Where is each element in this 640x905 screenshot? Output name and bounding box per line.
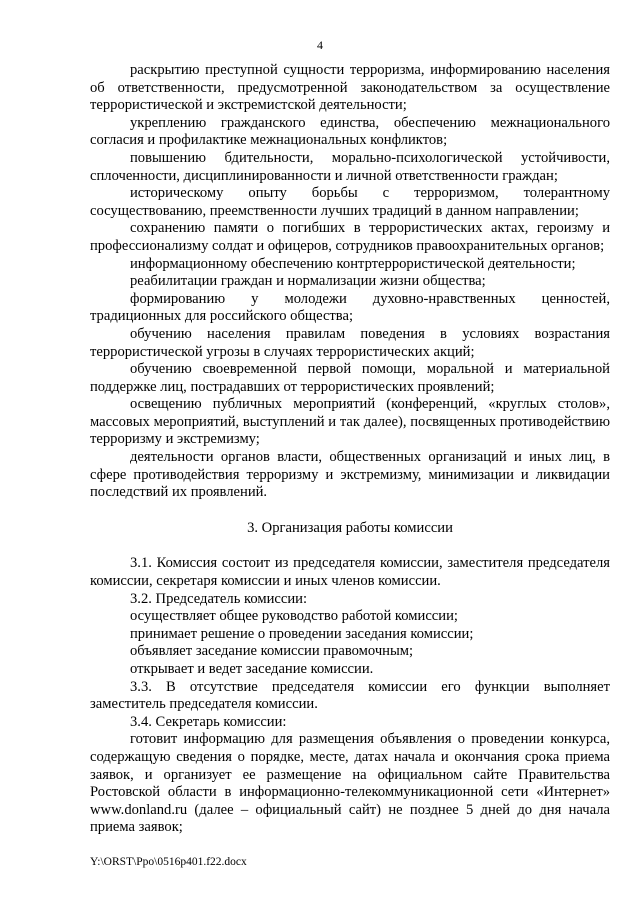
paragraph: историческому опыту борьбы с терроризмом, толерантному сосуществованию, преемственности лучших традиций в данном направлении;	[90, 185, 610, 219]
paragraph: 3.1. Комиссия состоит из председателя комиссии, заместителя председателя комиссии, секретаря комиссии и иных членов комиссии.	[90, 555, 610, 590]
paragraph: 3.3. В отсутствие председателя комиссии его функции выполняет заместитель председателя комиссии.	[90, 678, 610, 713]
paragraph: информационному обеспечению контртеррористической деятельности;	[130, 255, 576, 272]
paragraph: деятельности органов власти, общественных организаций и иных лиц, в сфере противодействия терроризму и экстремизму, минимизации и ликвидации последствий их проявлений.	[90, 449, 610, 501]
document-body	[90, 62, 610, 837]
paragraph: освещению публичных мероприятий (конференций, «круглых столов», массовых мероприятий, выступлений и так далее), посвященных противодействию терроризму и экстремизму;	[90, 396, 610, 448]
paragraph: осуществляет общее руководство работой комиссии;	[130, 608, 458, 625]
paragraph: раскрытию преступной сущности терроризма, информированию населения об ответственности, предусмотренной законодательством за осуществление террористической и экстремистской деятельности;	[90, 62, 610, 114]
paragraph: объявляет заседание комиссии правомочным;	[130, 643, 414, 660]
paragraph: реабилитации граждан и нормализации жизни общества;	[130, 273, 486, 290]
section-heading: 3. Организация работы комиссии	[247, 519, 453, 536]
paragraph: принимает решение о проведении заседания комиссии;	[130, 625, 474, 642]
paragraph: формированию у молодежи духовно-нравственных ценностей, традиционных для российского общества;	[90, 290, 610, 325]
paragraph: укреплению гражданского единства, обеспечению межнационального согласия и профилактике межнациональных конфликтов;	[90, 114, 610, 149]
paragraph: обучению населения правилам поведения в условиях возрастания террористической угрозы в случаях террористических акций;	[90, 325, 610, 360]
paragraph: повышению бдительности, морально-психологической устойчивости, сплоченности, дисциплинированности и личной ответственности граждан;	[90, 149, 610, 184]
paragraph: 3.2. Председатель комиссии:	[130, 590, 308, 607]
paragraph: сохранению памяти о погибших в террористических актах, героизму и профессионализму солдат и офицеров, сотрудников правоохранительных органов;	[90, 220, 610, 254]
paragraph: готовит информацию для размещения объявления о проведении конкурса, содержащую сведения о порядке, месте, датах начала и окончания срока приема заявок, и организует ее размещение на официальном сайте Правительства Ростовской области в информационно-телекоммуникационной сети «Интернет» www.donland.ru (далее – официальный сайт) не позднее 5 дней до дня начала приема заявок;	[90, 731, 610, 836]
page-number: 4	[317, 38, 323, 52]
paragraph: открывает и ведет заседание комиссии.	[130, 661, 374, 677]
paragraph: обучению своевременной первой помощи, моральной и материальной поддержке лиц, пострадавших от террористических проявлений;	[90, 361, 610, 395]
paragraph: 3.4. Секретарь комиссии:	[130, 713, 287, 730]
footer-file-path: Y:\ORST\Ppo\0516p401.f22.docx	[90, 856, 247, 868]
